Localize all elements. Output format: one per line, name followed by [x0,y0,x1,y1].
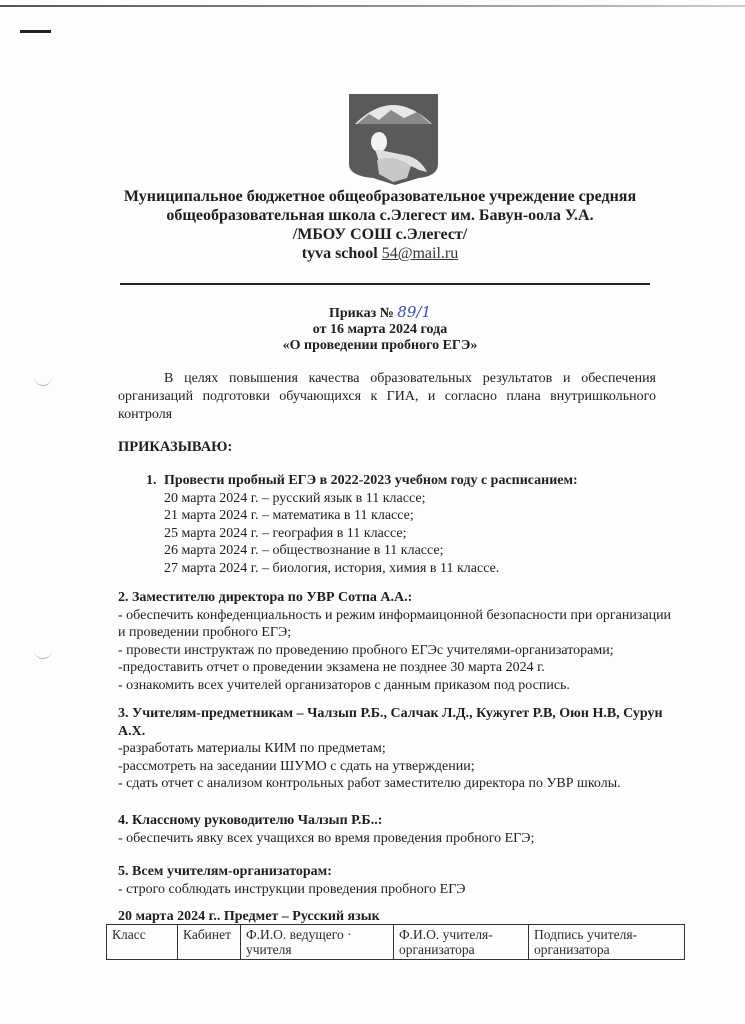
hole-punch-mark [34,375,52,386]
corner-mark [20,30,51,33]
schedule-line: 21 марта 2024 г. – математика в 11 классе; [164,508,414,523]
item-4 [118,812,678,847]
schedule-line: 26 марта 2024 г. – обществознание в 11 классе; [164,543,444,558]
item-2-title: 2. Заместителю директора по УВР Сотпа А.А.: [118,590,413,605]
col-header-room: Кабинет [178,925,241,960]
email-link[interactable]: 54@mail.ru [381,245,459,262]
school-header [100,187,660,263]
scan-edge-line [0,5,745,7]
item-1-number: 1. [146,473,157,488]
col-header-organizer: Ф.И.О. учителя-организатора [394,925,529,960]
order-date: от 16 марта 2024 года [312,322,448,337]
item-3-line: -рассмотреть на заседании ШУМО с сдать на утверждении; [118,758,475,774]
col-header-signature: Подпись учителя-организатора [529,925,685,960]
schedule-line: 27 марта 2024 г. – биология, история, химия в 11 классе. [164,560,500,576]
order-number-handwritten: 89/1 [397,303,431,321]
school-name-line2: общеобразовательная школа с.Элегест им. Бавун-оола У.А. [166,207,594,224]
item-2-line: - провести инструктаж по проведению пробного ЕГЭс учителями-организаторами; [118,642,614,658]
order-number-line [100,304,660,322]
email-prefix: tyva school [301,245,382,262]
item-5-line: - строго соблюдать инструкции проведения пробного ЕГЭ [118,881,466,897]
school-short-name: /МБОУ СОШ с.Элегест/ [292,226,468,243]
intro-text: В целях повышения качества образовательных результатов и обеспечения организаций подготовки обучающихся к ГИА, и согласно плана внутришкольного контроля [118,371,656,422]
item-2-line: - обеспечить конфеденциальность и режим информаицонной безопасности при организации и проведении пробного ЕГЭ; [118,607,672,640]
item-5-title: 5. Всем учителям-организаторам: [118,864,332,879]
item-2-line: - ознакомить всех учителей организаторов с данным приказом под роспись. [118,677,570,693]
intro-paragraph [118,370,656,424]
table-header-row [107,925,685,960]
order-word: ПРИКАЗЫВАЮ: [118,439,233,455]
schedule-line: 20 марта 2024 г. – русский язык в 11 классе; [164,490,426,506]
item-3 [118,705,663,793]
order-label: Приказ № [329,306,394,321]
table-caption: 20 марта 2024 г.. Предмет – Русский язык [118,909,380,924]
item-3-title: 3. Учителям-предметникам – Чалзып Р.Б., Салчак Л.Д., Кужугет Р.В, Оюн Н.В, Сурун А.Х. [118,706,663,739]
school-name-line1: Муниципальное бюджетное общеобразовательное учреждение средняя [123,188,637,205]
item-2-line: -предоставить отчет о проведении экзамена не позднее 30 марта 2024 г. [118,660,545,675]
order-title: «О проведении пробного ЕГЭ» [282,338,478,353]
item-1-title: Провести пробный ЕГЭ в 2022-2023 учебном году с расписанием: [164,473,578,488]
hole-punch-mark [34,648,52,659]
item-4-title: 4. Классному руководителю Чалзып Р.Б..: [118,813,383,828]
school-emblem-icon [349,94,438,185]
item-2 [118,589,678,694]
item-4-line: - обеспечить явку всех учащихся во время проведения пробного ЕГЭ; [118,830,535,846]
item-5 [118,863,678,898]
item-3-line: -разработать материалы КИМ по предметам; [118,741,386,756]
schedule-line: 25 марта 2024 г. – география в 11 классе; [164,525,407,541]
school-email [100,244,660,263]
exam-assignment-table [106,924,685,960]
col-header-lead-teacher: Ф.И.О. ведущего · учителя [241,925,394,960]
item-3-line: - сдать отчет с анализом контрольных работ заместителю директора по УВР школы. [118,776,621,791]
col-header-class: Класс [107,925,178,960]
item-1 [146,472,666,577]
order-title-block [100,304,660,354]
header-divider [120,283,650,285]
